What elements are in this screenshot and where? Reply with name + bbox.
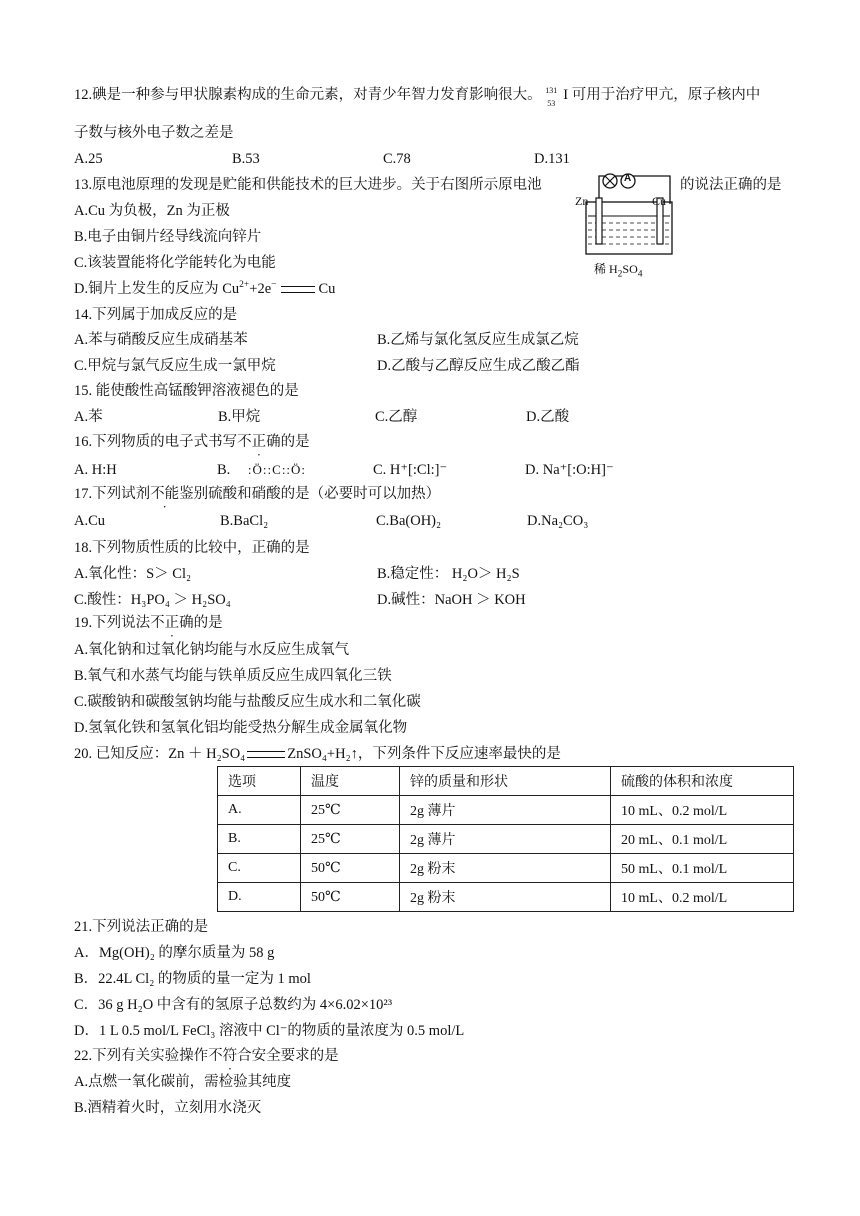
q17-stem-b: 鉴别硫酸和硝酸的是（必要时可以加热） [179,486,441,502]
q19-stem-emphasis: 不正确 [150,615,194,631]
q22-option-a: A.点燃一氧化碳前，需检验其纯度 [74,1074,292,1090]
q16-stem [74,433,310,451]
table-cell: 10 mL、0.2 mol/L [611,883,794,912]
electrolyte-label [594,260,643,280]
electrolyte-sub2: 4 [637,269,643,280]
q16-option-b [217,461,306,479]
table-header-cell: 温度 [301,767,400,796]
q18-option-b: B.稳定性： H₂O＞ H₂S [377,566,520,582]
table-cell: 2g 薄片 [400,825,611,854]
q19-option-a: A.氧化钠和过氧化钠均能与水反应生成氧气 [74,642,350,658]
table-header-cell: 硫酸的体积和浓度 [611,767,794,796]
q22-stem-a: 22.下列有关实验操作 [74,1048,209,1064]
q12-isotope-number: 53 [547,99,556,108]
q12-isotope [545,86,563,108]
q21-option-b: B．22.4L Cl₂ 的物质的量一定为 1 mol [74,971,311,987]
q13-stem-tail: 的说法正确的是 [680,177,782,193]
q16-stem-a: 16.下列物质的电子式书写 [74,434,238,450]
q20-stem-a: 20. 已知反应：Zn ＋ H₂SO₄ [74,746,246,762]
q16-stem-emphasis: 不正确 [237,434,281,450]
table-cell: 25℃ [301,796,400,825]
table-cell: B. [218,825,301,854]
electrolyte-label-b: SO [622,262,638,276]
q13-option-a: A.Cu 为负极，Zn 为正极 [74,203,230,219]
q12-option-c: C.78 [383,151,411,167]
zinc-electrode [596,198,602,244]
q21-option-a: A．Mg(OH)₂ 的摩尔质量为 58 g [74,945,275,961]
q21-stem: 21.下列说法正确的是 [74,919,209,935]
q20-stem [74,745,561,763]
q13-option-b: B.电子由铜片经导线流向锌片 [74,229,262,245]
q22-stem [74,1047,339,1065]
table-cell: 50 mL、0.1 mol/L [611,854,794,883]
q21-option-d: D．1 L 0.5 mol/L FeCl₃ 溶液中 Cl⁻的物质的量浓度为 0.5 mol/L [74,1023,465,1039]
equals-sign [281,286,315,293]
q15-option-c: C.乙醇 [375,409,418,425]
q22-stem-emphasis: 不符合 [208,1048,252,1064]
q16-option-a: A. H:H [74,462,117,478]
q17-stem [74,485,440,503]
table-cell: C. [218,854,301,883]
q19-option-d: D.氢氧化铁和氢氧化铝均能受热分解生成金属氧化物 [74,720,408,736]
q13-option-d-mid: +2e [249,281,272,297]
table-cell: D. [218,883,301,912]
q13-option-d-charge: 2+ [239,280,250,291]
q13-option-d-minus: − [271,280,277,291]
q16-option-c: C. H⁺[:Cl:]⁻ [373,462,448,478]
q14-option-a: A.苯与硝酸反应生成硝基苯 [74,332,248,348]
zn-label: Zn [575,194,589,208]
q12-stem-line2: 子数与核外电子数之差是 [74,125,234,141]
q12-stem [74,86,761,108]
q15-stem: 15. 能使酸性高锰酸钾溶液褪色的是 [74,383,299,399]
table-cell: 2g 薄片 [400,796,611,825]
q15-option-d: D.乙酸 [526,409,570,425]
table-cell: 25℃ [301,825,400,854]
q16-option-b-label: B. [217,462,231,478]
table-cell: 10 mL、0.2 mol/L [611,796,794,825]
reaction-equals-sign [247,751,285,758]
table-cell: 50℃ [301,854,400,883]
q15-option-b: B.甲烷 [218,409,261,425]
electrolyte-label-a: 稀 H [594,262,618,276]
q12-stem-part2: 可用于治疗甲亢，原子核内中 [571,87,761,103]
q17-option-d: D.Na₂CO₃ [527,513,589,529]
q21-option-c: C．36 g H₂O 中含有的氢原子总数约为 4×6.02×10²³ [74,997,393,1013]
q16-stem-b: 的是 [280,434,310,450]
q17-stem-a: 17.下列试剂 [74,486,151,502]
table-row [218,883,794,912]
table-row [218,854,794,883]
q19-stem-b: 的是 [193,615,223,631]
q19-option-b: B.氧气和水蒸气均能与铁单质反应生成四氧化三铁 [74,668,392,684]
q16-option-d: D. Na⁺[:O:H]⁻ [525,462,614,478]
q14-option-c: C.甲烷与氯气反应生成一氯甲烷 [74,358,276,374]
table-cell: 2g 粉末 [400,883,611,912]
q18-stem: 18.下列物质性质的比较中，正确的是 [74,540,310,556]
q22-stem-b: 安全要求的是 [251,1048,339,1064]
galvanic-cell-diagram [572,170,682,280]
q12-option-b: B.53 [232,151,260,167]
q13-option-d-prefix: D.铜片上发生的反应为 [74,281,219,297]
table-header-row [218,767,794,796]
q12-isotope-mass: 131 [545,86,558,95]
q13-option-d [74,280,335,298]
electrolyte-sub1: 2 [617,269,623,280]
reaction-rate-table [217,766,794,912]
table-cell: 20 mL、0.1 mol/L [611,825,794,854]
table-cell: 2g 粉末 [400,854,611,883]
q12-isotope-symbol: I [563,87,569,103]
q13-option-c: C.该装置能将化学能转化为电能 [74,255,276,271]
q14-stem: 14.下列属于加成反应的是 [74,307,238,323]
q16-option-b-formula: :Ö::C::Ö: [247,462,307,477]
q22-option-b: B.酒精着火时，立刻用水浇灭 [74,1100,262,1116]
table-cell: A. [218,796,301,825]
q12-option-d: D.131 [534,151,570,167]
q19-stem [74,614,223,632]
q13-option-d-left: Cu [222,281,240,297]
q15-option-a: A.苯 [74,409,103,425]
q17-option-a: A.Cu [74,513,106,529]
cu-label: Cu [652,194,667,208]
q18-option-c: C.酸性：H₃PO₄ ＞ H₂SO₄ [74,592,231,608]
q13-stem: 13.原电池原理的发现是贮能和供能技术的巨大进步。关于右图所示原电池 [74,177,542,193]
q18-option-d: D.碱性：NaOH ＞ KOH [377,592,526,608]
table-cell: 50℃ [301,883,400,912]
ammeter-label: A [624,173,632,184]
table-header-cell: 选项 [218,767,301,796]
q17-stem-emphasis: 不能 [150,486,180,502]
q13-option-d-right: Cu [318,281,336,297]
table-row [218,796,794,825]
table-header-cell: 锌的质量和形状 [400,767,611,796]
table-row [218,825,794,854]
q17-option-b: B.BaCl₂ [220,513,269,529]
q18-option-a: A.氧化性：S＞ Cl₂ [74,566,192,582]
q19-stem-a: 19.下列说法 [74,615,151,631]
q12-option-a: A.25 [74,151,103,167]
q19-option-c: C.碳酸钠和碳酸氢钠均能与盐酸反应生成水和二氧化碳 [74,694,421,710]
q20-stem-b: ZnSO₄+H₂↑，下列条件下反应速率最快的是 [287,746,561,762]
q12-stem-part1: 12.碘是一种参与甲状腺素构成的生命元素，对青少年智力发育影响很大。 [74,87,542,103]
q14-option-d: D.乙酸与乙醇反应生成乙酸乙酯 [377,358,580,374]
q17-option-c: C.Ba(OH)₂ [376,513,442,529]
q14-option-b: B.乙烯与氯化氢反应生成氯乙烷 [377,332,579,348]
